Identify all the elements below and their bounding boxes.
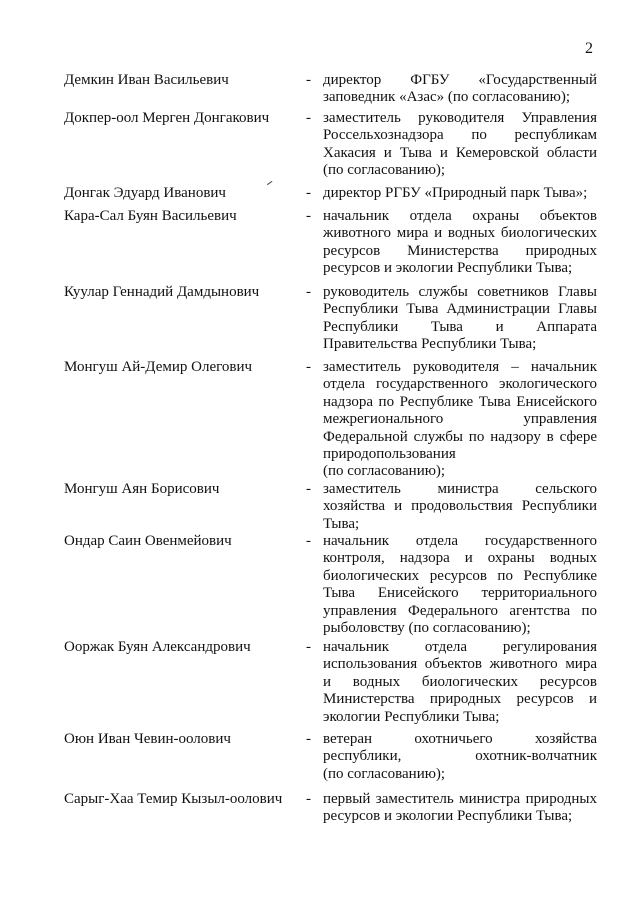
dash: -	[306, 639, 311, 655]
member-name: Монгуш Ай-Демир Олегович	[64, 359, 253, 375]
dash: -	[306, 791, 311, 807]
position-line: Хакасия и Тыва и Кемеровской области	[323, 144, 597, 161]
position-line: первый заместитель министра природных	[323, 791, 597, 807]
member-name: Кара-Сал Буян Васильевич	[64, 208, 237, 224]
member-position	[323, 284, 597, 354]
position-line: республики, охотник-волчатник	[323, 748, 597, 765]
position-line: и водных биологических ресурсов	[323, 673, 597, 690]
position-line: Федеральной службы по надзору в сфере	[323, 428, 597, 445]
page-number: 2	[585, 40, 593, 57]
position-line: (по согласованию);	[323, 463, 446, 480]
dash: -	[306, 110, 311, 126]
member-position	[323, 185, 597, 202]
position-line: Правительства Республики Тыва;	[323, 336, 537, 353]
position-line: рыболовству (по согласованию);	[323, 620, 531, 637]
position-line: контроля, надзора и охраны водных	[323, 550, 597, 567]
member-name: Сарыг-Хаа Темир Кызыл-оолович	[64, 791, 283, 807]
dash: -	[306, 284, 311, 300]
position-line: надзора по Республике Тыва Енисейского	[323, 393, 597, 410]
position-line: ресурсов Министерства природных	[323, 242, 597, 259]
dash: -	[306, 72, 311, 88]
dash: -	[306, 359, 311, 375]
member-position	[323, 359, 597, 481]
dash: -	[306, 731, 311, 747]
position-line: начальник отдела государственного	[323, 533, 597, 549]
member-position	[323, 791, 597, 826]
position-line: ветеран охотничьего хозяйства	[323, 731, 597, 747]
position-line: (по согласованию);	[323, 765, 446, 782]
position-line: биологических ресурсов по Республике	[323, 567, 597, 584]
member-position	[323, 731, 597, 783]
position-line: хозяйства и продовольствия Республики	[323, 498, 597, 515]
position-line: отдела государственного экологического	[323, 376, 597, 393]
member-name: Докпер-оол Мерген Донгакович	[64, 110, 270, 126]
member-position	[323, 208, 597, 278]
pen-mark	[264, 176, 273, 185]
position-line: Тыва;	[323, 515, 360, 532]
member-position	[323, 533, 597, 637]
position-line: заместитель руководителя – начальник	[323, 359, 597, 375]
member-position	[323, 639, 597, 726]
position-line: ресурсов и экологии Республики Тыва;	[323, 260, 573, 277]
member-name: Ооржак Буян Александрович	[64, 639, 251, 655]
position-line: животного мира и водных биологических	[323, 225, 597, 242]
position-line: начальник отдела охраны объектов	[323, 208, 597, 224]
position-line: Республики Тыва и Аппарата	[323, 318, 597, 335]
position-line: межрегионального управления	[323, 411, 597, 428]
member-name: Куулар Геннадий Дамдынович	[64, 284, 260, 300]
position-line: заповедник «Азас» (по согласованию);	[323, 89, 571, 106]
position-line: заместитель руководителя Управления	[323, 110, 597, 126]
position-line: начальник отдела регулирования	[323, 639, 597, 655]
position-line: ресурсов и экологии Республики Тыва;	[323, 808, 573, 825]
dash: -	[306, 208, 311, 224]
member-name: Оюн Иван Чевин-оолович	[64, 731, 231, 747]
dash: -	[306, 185, 311, 201]
member-name: Демкин Иван Васильевич	[64, 72, 229, 88]
position-line: Тыва Енисейского территориального	[323, 585, 597, 602]
position-line: (по согласованию);	[323, 162, 446, 179]
position-line: директор РГБУ «Природный парк Тыва»;	[323, 185, 588, 201]
position-line: использования объектов животного мира	[323, 656, 597, 673]
position-line: руководитель службы советников Главы	[323, 284, 597, 300]
member-name: Монгуш Аян Борисович	[64, 481, 220, 497]
dash: -	[306, 533, 311, 549]
position-line: Республики Тыва Администрации Главы	[323, 301, 597, 318]
member-name: Донгак Эдуард Иванович	[64, 185, 226, 201]
position-line: экологии Республики Тыва;	[323, 708, 500, 725]
position-line: природопользования	[323, 446, 456, 463]
member-position	[323, 72, 597, 107]
dash: -	[306, 481, 311, 497]
position-line: Министерства природных ресурсов и	[323, 691, 597, 708]
member-name: Ондар Саин Овенмейович	[64, 533, 232, 549]
position-line: директор ФГБУ «Государственный	[323, 72, 597, 88]
position-line: управления Федерального агентства по	[323, 602, 597, 619]
position-line: заместитель министра сельского	[323, 481, 597, 497]
member-position	[323, 481, 597, 533]
member-position	[323, 110, 597, 180]
position-line: Россельхознадзора по республикам	[323, 127, 597, 144]
